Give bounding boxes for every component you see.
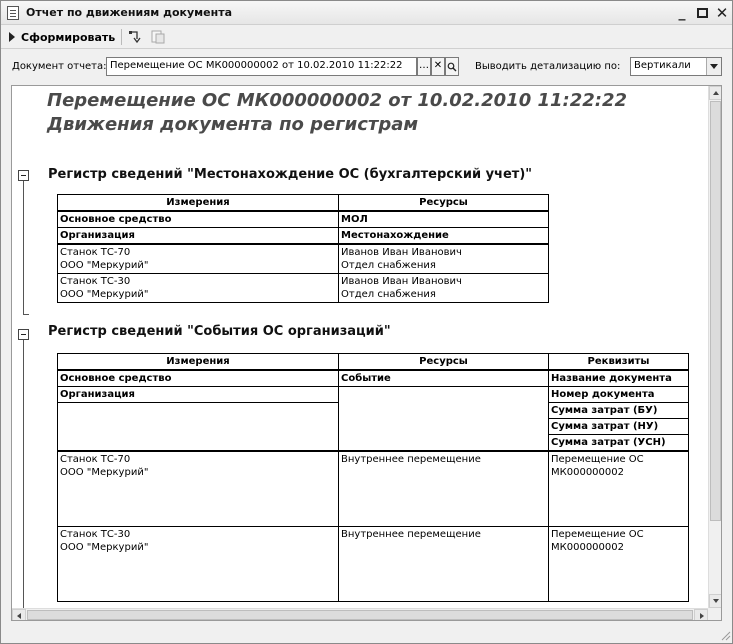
field-label: МОЛ	[339, 211, 549, 228]
field-label: Местонахождение	[339, 228, 549, 245]
document-field[interactable]: Перемещение ОС МК000000002 от 10.02.2010 11:22:22	[106, 57, 417, 76]
event-value: Внутреннее перемещение	[341, 454, 481, 465]
clear-document-button[interactable]: ✕	[431, 57, 445, 76]
mol-value: Иванов Иван Иванович	[341, 247, 462, 258]
table-cell[interactable]	[58, 274, 339, 303]
detail-select-value: Вертикали	[634, 60, 691, 71]
horizontal-scroll-thumb[interactable]	[27, 610, 693, 620]
table-field-row	[58, 387, 689, 403]
doc-number-value: МК000000002	[551, 541, 624, 553]
mol-value: Иванов Иван Иванович	[341, 276, 462, 287]
title-bar	[1, 1, 732, 25]
table-cell[interactable]	[339, 274, 549, 303]
maximize-icon	[697, 8, 708, 18]
table-cell[interactable]	[549, 526, 689, 601]
asset-value: Станок ТС-70	[60, 454, 131, 465]
report-spreadsheet[interactable]	[11, 85, 722, 621]
table-header-row	[58, 195, 549, 212]
table-cell[interactable]	[339, 526, 549, 601]
field-label: Основное средство	[58, 211, 339, 228]
table-header-row	[58, 354, 689, 371]
field-label: Организация	[58, 387, 338, 403]
table-cell[interactable]	[58, 526, 339, 601]
open-document-button[interactable]	[445, 57, 459, 76]
select-document-button[interactable]: …	[417, 57, 431, 76]
table-field-row	[58, 211, 549, 228]
settings-document-icon[interactable]	[151, 30, 165, 44]
table-cell[interactable]	[549, 451, 689, 526]
field-label: Организация	[58, 228, 339, 245]
organization-value: ООО "Меркурий"	[60, 260, 149, 271]
grouping-gutter	[12, 86, 36, 620]
field-label: Номер документа	[549, 387, 689, 403]
close-button[interactable]: ✕	[715, 4, 729, 22]
table-row[interactable]	[58, 526, 689, 601]
scroll-right-button[interactable]	[694, 609, 708, 621]
table-field-row	[58, 370, 689, 387]
field-label: Основное средство	[58, 370, 339, 387]
field-label: Событие	[339, 370, 549, 387]
column-header: Ресурсы	[339, 354, 549, 371]
organization-value: ООО "Меркурий"	[60, 541, 149, 553]
document-label: Документ отчета:	[12, 61, 107, 72]
field-label: Сумма затрат (НУ)	[549, 419, 689, 435]
field-label: Сумма затрат (УСН)	[549, 435, 689, 452]
play-icon	[9, 32, 15, 42]
scrollbar-corner	[708, 608, 722, 621]
report-subtitle: Движения документа по регистрам	[47, 114, 419, 135]
column-header: Ресурсы	[339, 195, 549, 212]
report-title: Перемещение ОС МК000000002 от 10.02.2010 11:22:22	[47, 90, 628, 111]
table-cell[interactable]	[339, 451, 549, 526]
vertical-scroll-thumb[interactable]	[710, 101, 721, 521]
table-cell[interactable]	[58, 244, 339, 274]
scroll-left-button[interactable]	[12, 609, 26, 621]
register1-title: Регистр сведений "Местонахождение ОС (бухгалтерский учет)"	[48, 167, 533, 182]
field-label-cell	[58, 387, 339, 452]
column-header: Измерения	[58, 195, 339, 212]
doc-name-value: Перемещение ОС	[551, 454, 644, 465]
toolbar-separator	[121, 29, 122, 45]
chevron-down-icon[interactable]	[706, 58, 721, 75]
collapse-group-button[interactable]	[18, 329, 29, 340]
minimize-button[interactable]: _	[678, 5, 686, 21]
refresh-arrow-icon[interactable]	[128, 30, 142, 44]
table-row[interactable]	[58, 274, 549, 303]
column-header: Реквизиты	[549, 354, 689, 371]
toolbar	[1, 25, 732, 49]
table-cell[interactable]	[339, 244, 549, 274]
organization-value: ООО "Меркурий"	[60, 289, 149, 300]
field-label-cell	[339, 387, 549, 452]
asset-value: Станок ТС-30	[60, 528, 131, 540]
horizontal-scrollbar[interactable]	[12, 608, 708, 621]
resize-grip-icon[interactable]	[719, 629, 731, 641]
group-line	[23, 181, 24, 314]
table-cell[interactable]	[58, 451, 339, 526]
asset-value: Станок ТС-30	[60, 276, 131, 287]
generate-button-label: Сформировать	[21, 30, 116, 44]
generate-button[interactable]	[9, 28, 115, 46]
location-value: Отдел снабжения	[341, 289, 436, 300]
group-line	[23, 340, 24, 608]
detail-select[interactable]	[630, 57, 722, 76]
location-value: Отдел снабжения	[341, 260, 436, 271]
register2-title: Регистр сведений "События ОС организаций"	[48, 324, 391, 339]
report-parameters	[1, 51, 732, 83]
table-field-row	[58, 228, 549, 245]
group-line-end	[23, 314, 29, 315]
table-row[interactable]	[58, 244, 549, 274]
doc-number-value: МК000000002	[551, 467, 624, 478]
register1-table	[57, 194, 549, 303]
doc-name-value: Перемещение ОС	[551, 528, 644, 540]
detail-label: Выводить детализацию по:	[475, 61, 621, 72]
window-title: Отчет по движениям документа	[26, 6, 233, 19]
organization-value: ООО "Меркурий"	[60, 467, 149, 478]
document-report-icon	[7, 6, 19, 20]
column-header: Измерения	[58, 354, 339, 371]
search-icon	[447, 62, 457, 72]
register2-table	[57, 353, 689, 602]
maximize-button[interactable]	[694, 5, 710, 21]
vertical-scrollbar[interactable]	[708, 86, 722, 608]
collapse-group-button[interactable]	[18, 170, 29, 181]
asset-value: Станок ТС-70	[60, 247, 131, 258]
scroll-down-button[interactable]	[709, 594, 722, 608]
table-row[interactable]	[58, 451, 689, 526]
event-value: Внутреннее перемещение	[341, 528, 481, 540]
field-label: Сумма затрат (БУ)	[549, 403, 689, 419]
scroll-up-button[interactable]	[709, 86, 722, 100]
field-label: Название документа	[549, 370, 689, 387]
